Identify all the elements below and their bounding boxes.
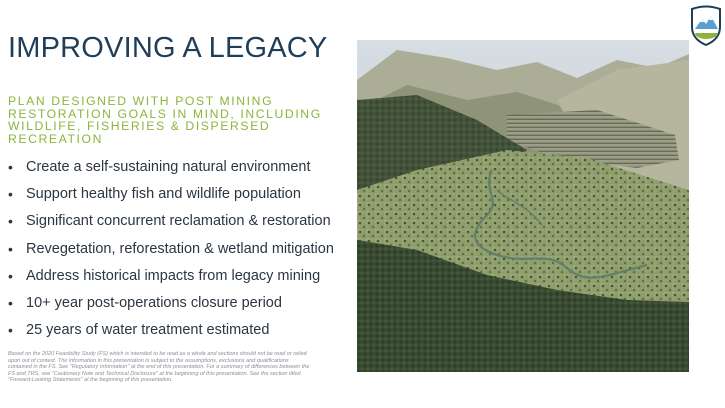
bullet-dot-icon: • <box>8 240 13 257</box>
bullet-text: Revegetation, reforestation & wetland mitigation <box>26 240 334 257</box>
bullet-dot-icon: • <box>8 294 13 311</box>
bullet-dot-icon: • <box>8 159 13 175</box>
bullet-dot-icon: • <box>8 213 13 230</box>
disclaimer-text: Based on the 2020 Feasibility Study (FS) which is intended to be read as a whole and sections should not be read or relied upon out of context. The information in this presentation is subject to the assumptions, exclusions and qualifications contained in the FS. See "Regulatory Information" at the end of this presentation. For a summary of differences between the FS and TRS, see "Cautionary Note and Technical Disclosure" at the beginning of this presentation. See the section titled "Forward-Looking Statements" at the beginning of this presentation. <box>8 351 310 384</box>
bullet-dot-icon: • <box>8 267 13 284</box>
company-logo-icon <box>690 5 722 47</box>
bullet-text: Create a self-sustaining natural environment <box>26 159 311 175</box>
bullet-text: 25 years of water treatment estimated <box>26 322 270 339</box>
bullet-item <box>8 294 334 321</box>
bullet-dot-icon: • <box>8 322 13 339</box>
bullet-text: Support healthy fish and wildlife population <box>26 186 301 203</box>
bullet-item <box>8 240 334 267</box>
bullet-list <box>8 158 334 348</box>
bullet-item <box>8 158 334 185</box>
bullet-text: Address historical impacts from legacy mining <box>26 267 321 284</box>
slide-title: IMPROVING A LEGACY <box>8 32 328 64</box>
bullet-item <box>8 321 334 348</box>
slide-subtitle: PLAN DESIGNED WITH POST MINING RESTORATION GOALS IN MIND, INCLUDING WILDLIFE, FISHERIES & DISPERSED RECREATION <box>8 94 322 146</box>
bullet-text: Significant concurrent reclamation & restoration <box>26 213 331 230</box>
bullet-text: 10+ year post-operations closure period <box>26 294 282 311</box>
bullet-dot-icon: • <box>8 186 13 203</box>
bullet-item <box>8 185 334 212</box>
bullet-item <box>8 212 334 239</box>
landscape-image <box>357 40 689 372</box>
bullet-item <box>8 267 334 294</box>
